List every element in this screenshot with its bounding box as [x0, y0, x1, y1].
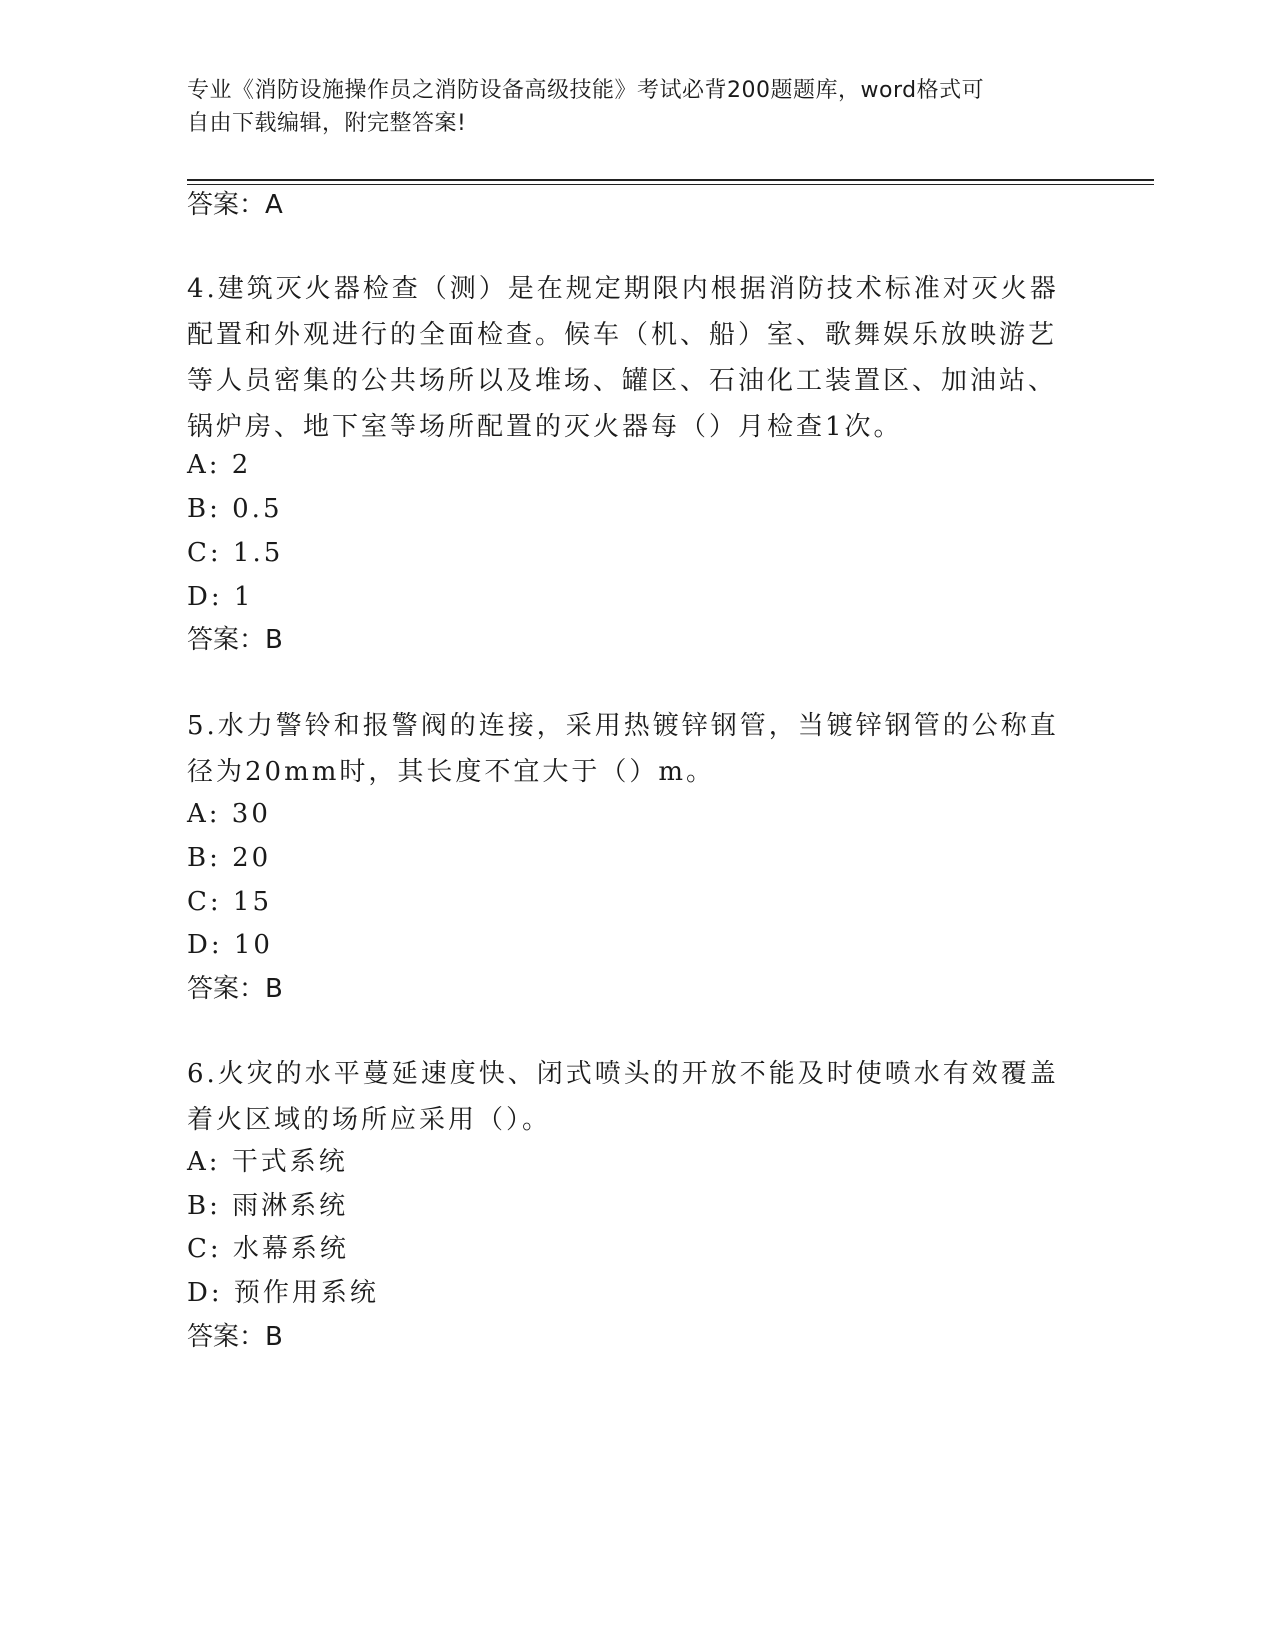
- question-5-option-a: A: 30: [187, 799, 271, 829]
- header-rule-thick: [187, 179, 1154, 181]
- question-4-option-c: C: 1.5: [187, 538, 284, 568]
- header-line-2: 自由下载编辑，附完整答案!: [187, 111, 467, 136]
- question-5-option-b: B: 20: [187, 843, 272, 873]
- document-header: [187, 74, 1067, 140]
- header-line-1: 专业《消防设施操作员之消防设备高级技能》考试必背200题题库，word格式可: [187, 78, 985, 103]
- question-6-option-c: C: 水幕系统: [187, 1234, 349, 1264]
- question-4-answer: 答案：B: [187, 625, 283, 655]
- question-6-text: 6.火灾的水平蔓延速度快、闭式喷头的开放不能及时使喷水有效覆盖着火区域的场所应采用（）。: [187, 1059, 1059, 1135]
- question-5-answer: 答案：B: [187, 974, 283, 1004]
- question-4-option-b: B: 0.5: [187, 494, 283, 524]
- question-6-answer: 答案：B: [187, 1322, 283, 1352]
- question-5-option-d: D: 10: [187, 930, 273, 960]
- question-5-text: 5.水力警铃和报警阀的连接，采用热镀锌钢管，当镀锌钢管的公称直径为20mm时，其长度不宜大于（）m。: [187, 711, 1059, 787]
- question-5-option-c: C: 15: [187, 887, 273, 917]
- question-4-option-d: D: 1: [187, 582, 254, 612]
- answer-label: 答案：A: [187, 190, 283, 220]
- question-4-text: 4.建筑灭火器检查（测）是在规定期限内根据消防技术标准对灭火器配置和外观进行的全面检查。候车（机、船）室、歌舞娱乐放映游艺等人员密集的公共场所以及堆场、罐区、石油化工装置区、加油站、锅炉房、地下室等场所配置的灭火器每（）月检查1次。: [187, 274, 1059, 442]
- question-4-option-a: A: 2: [187, 450, 252, 480]
- header-rule-thin: [187, 184, 1154, 185]
- question-6-option-a: A: 干式系统: [187, 1147, 348, 1177]
- question-6-option-b: B: 雨淋系统: [187, 1191, 349, 1221]
- question-6-option-d: D: 预作用系统: [187, 1278, 379, 1308]
